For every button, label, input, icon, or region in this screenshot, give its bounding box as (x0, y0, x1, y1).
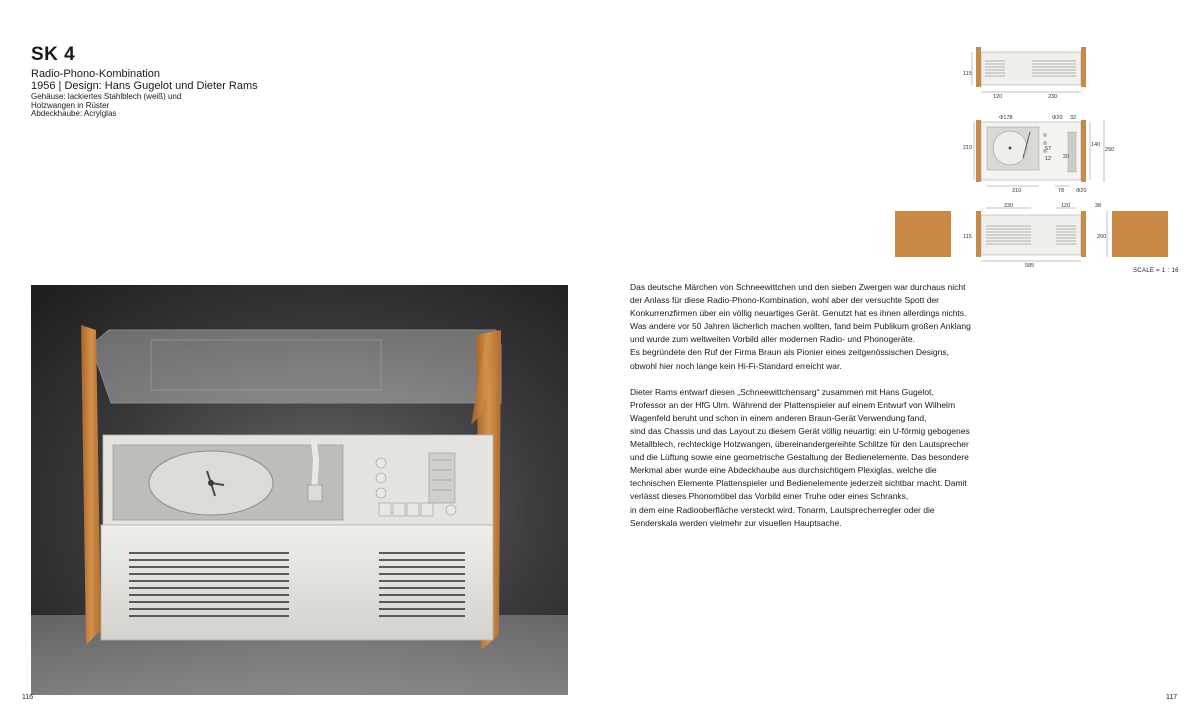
text-line: Senderskala werden vielmehr zur visuellen Hauptsache. (630, 517, 842, 528)
text-line: Merkmal aber wurde eine Abdeckhaube aus durchsichtigem Plexiglas, welche die (630, 465, 937, 476)
dim-platter-diameter: Φ178 (999, 115, 1013, 121)
spec-line: Gehäuse: lackiertes Stahlblech (weiß) und (31, 92, 182, 101)
page-title: SK 4 (31, 44, 76, 65)
text-line: Es begründete den Ruf der Firma Braun als Pionier eines zeitgenössischen Designs, (630, 347, 949, 358)
text-line: und wurde zum weltweiten Vorbild aller modernen Radio- und Phonogeräte. (630, 334, 915, 345)
text-line: sind das Chassis und das Layout zu diesem Gerät völlig neuartig: ein U-förmig gebogenes (630, 425, 970, 436)
text-line: und die Lüftung sowie eine geometrische Gestaltung der Bedienelemente. Das besondere (630, 452, 969, 463)
text-line: Konkurrenzfirmen über ein völlig neuartiges Gerät. Genutzt hat es ihnen allerdings nichts. (630, 308, 967, 319)
text-line: Professor an der HfG Ulm. Während der Plattenspieler auf einem Entwurf von Wilhelm (630, 399, 956, 410)
spec-line: Abdeckhaube: Acrylglas (31, 109, 117, 119)
top-view-drawing (963, 115, 1114, 194)
text-line: in dem eine Radiooberfläche versteckt wird. Tonarm, Lautsprecherregler oder die (630, 504, 935, 515)
paragraph-2 (630, 386, 1040, 530)
dim-gap: 32 (1070, 115, 1077, 121)
text-line: obwohl hier noch lange kein Hi-Fi-Standard erreicht war. (630, 360, 842, 371)
dim-57: 57 (1045, 146, 1052, 152)
design-credit: 1956 | Design: Hans Gugelot und Dieter Rams (31, 80, 258, 92)
dim-front-height: 115 (963, 71, 972, 77)
text-line: Wagenfeld beruht und schon in einem anderen Braun-Gerät Verwendung fand, (630, 412, 927, 423)
front-view-drawing (963, 47, 1086, 100)
text-line: Dieter Rams entwarf diesen „Schneewittchensarg“ zusammen mit Hans Gugelot, (630, 386, 934, 397)
technical-drawings (890, 40, 1180, 270)
dim-panel: 140 (1091, 142, 1101, 148)
dim-full-depth: 290 (1105, 147, 1115, 153)
dim-knob-bottom: Φ20 (1076, 188, 1087, 194)
dim-side-height: 115 (963, 234, 972, 240)
page-number-right: 117 (1166, 694, 1178, 701)
paragraph-1 (630, 281, 1040, 373)
dim-total-height: 200 (1097, 234, 1107, 240)
dim-wood: 38 (1095, 203, 1102, 209)
product-subtitle: Radio-Phono-Kombination (31, 68, 161, 80)
dim-knob-top: Φ20 (1052, 115, 1063, 121)
dim-20: 20 (1063, 154, 1070, 160)
dim-total-width: 585 (1025, 263, 1035, 269)
spec-line: Holzwangen in Rüster (31, 100, 110, 110)
text-line: Das deutsche Märchen von Schneewittchen und den sieben Zwergen war durchaus nicht (630, 282, 966, 292)
dim-front-speaker-left: 120 (993, 94, 1003, 100)
material-specs (31, 93, 181, 119)
text-line: verlässt dieses Phonomöbel das Vorbild einer Truhe oder eines Schranks, (630, 491, 909, 502)
dim-side-left-speaker: 230 (1004, 203, 1014, 209)
dim-width-left: 310 (1012, 188, 1022, 194)
dim-12: 12 (1045, 156, 1052, 162)
text-line: technischen Elemente Plattenspieler und Bedienelemente jederzeit sichtbar macht. Damit (630, 478, 967, 489)
body-text (630, 281, 1040, 543)
scale-label: SCALE = 1 : 16 (1133, 268, 1179, 274)
dim-top-depth: 210 (963, 145, 973, 151)
dim-width-mid: 78 (1058, 188, 1065, 194)
product-photo (31, 285, 568, 695)
page-number-left: 116 (22, 694, 34, 701)
text-line: Metallblech, rechteckige Holzwangen, übereinandergereihte Schlitze für den Lautsprecher (630, 439, 969, 450)
text-line: Was andere vor 50 Jahren lächerlich machen wollten, fand beim Publikum großen Anklang (630, 321, 971, 332)
text-line: der Anlass für diese Radio-Phono-Kombination, wohl aber der versuchte Spott der (630, 295, 940, 306)
dim-side-right-speaker: 120 (1061, 203, 1071, 209)
side-view-drawing (895, 203, 1168, 269)
dim-front-speaker-right: 230 (1048, 94, 1058, 100)
